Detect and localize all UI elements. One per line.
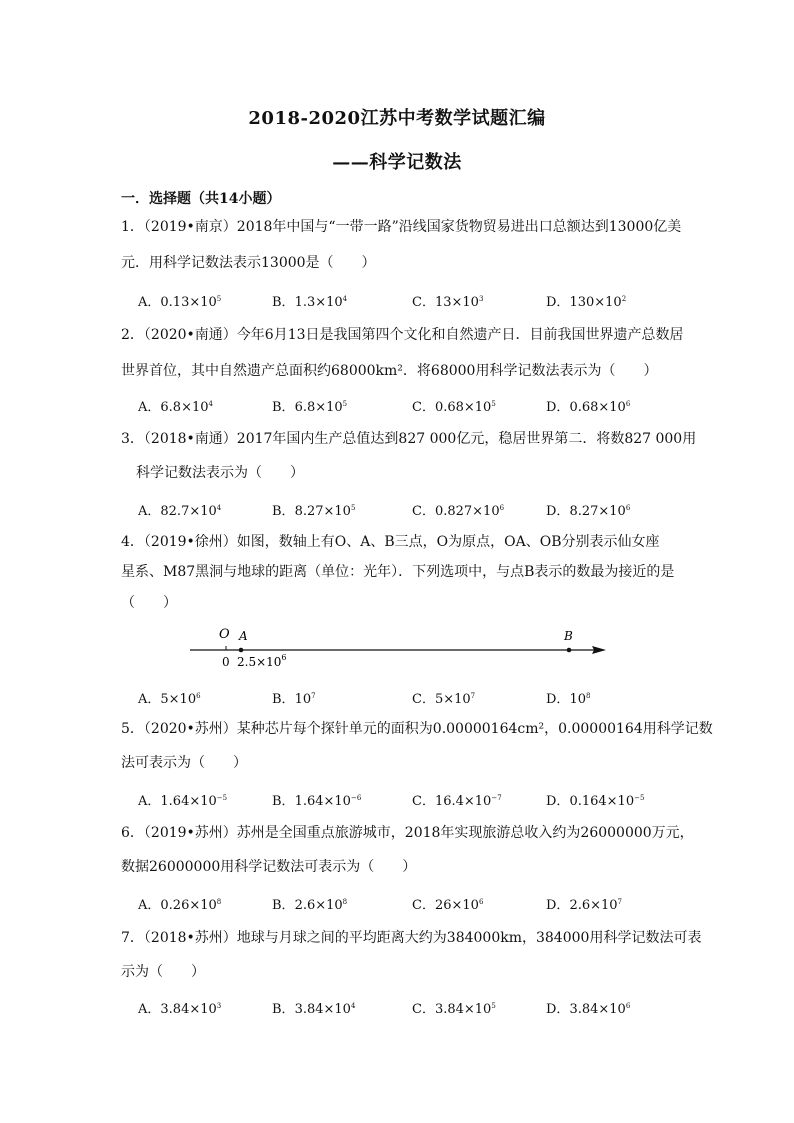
option-letter: A． — [138, 692, 161, 707]
option-value: 2.6×10 — [569, 898, 618, 913]
question-3-option-c — [412, 500, 504, 519]
option-exponent: −5 — [216, 794, 228, 802]
question-4-option-a — [138, 688, 201, 707]
question-1-option-d — [546, 291, 626, 310]
point-a-value-exponent: 6 — [281, 653, 287, 662]
question-7-option-c — [412, 998, 496, 1017]
question-6-option-a — [138, 894, 221, 913]
question-4-option-c — [412, 688, 475, 707]
option-letter: B． — [272, 898, 295, 913]
question-2-options — [138, 396, 698, 414]
option-value: 10 — [569, 692, 586, 707]
question-7-line-1: 7．（2018•苏州）地球与月球之间的平均距离大约为384000km，384000用科学记数法可表 — [121, 930, 702, 946]
option-exponent: 5 — [491, 400, 496, 408]
option-value: 5×10 — [434, 692, 471, 707]
option-letter: B． — [272, 295, 295, 310]
option-value: 1.64×10 — [294, 794, 351, 809]
question-5-option-d — [546, 790, 644, 809]
option-letter: C． — [412, 504, 435, 519]
question-6-option-d — [546, 894, 622, 913]
option-letter: C． — [412, 794, 435, 809]
section-heading: 一．选择题（共14小题） — [121, 191, 281, 207]
question-4-option-b — [272, 688, 316, 707]
point-b-dot — [567, 648, 572, 653]
question-7-option-a — [138, 998, 221, 1017]
question-6-line-1: 6．（2019•苏州）苏州是全国重点旅游城市，2018年实现旅游总收入约为26000000万元， — [121, 825, 694, 841]
question-6-line-2: 数据26000000用科学记数法可表示为（ ） — [121, 859, 417, 875]
question-7-options — [138, 998, 698, 1016]
option-letter: A． — [138, 295, 161, 310]
option-value: 0.827×10 — [434, 504, 500, 519]
option-value: 0.26×10 — [160, 898, 217, 913]
question-3-line-2: 科学记数法表示为（ ） — [136, 465, 304, 481]
question-4-options — [138, 688, 698, 706]
option-exponent: 3 — [216, 1002, 222, 1010]
option-exponent: 4 — [342, 295, 348, 303]
question-5-option-c — [412, 790, 502, 809]
option-value: 1.3×10 — [294, 295, 343, 310]
option-exponent: 5 — [342, 400, 348, 408]
point-a-label: A — [239, 629, 248, 643]
option-exponent: 7 — [311, 692, 316, 700]
option-letter: D． — [546, 1002, 570, 1017]
question-3-line-1: 3．（2018•南通）2017年国内生产总值达到827 000亿元，稳居世界第二．将数827 000用 — [121, 431, 697, 447]
question-5-option-a — [138, 790, 227, 809]
option-exponent: 8 — [342, 898, 348, 906]
option-exponent: 5 — [491, 1002, 496, 1010]
option-value: 13×10 — [434, 295, 479, 310]
number-line-arrow — [592, 646, 606, 654]
option-letter: B． — [272, 692, 295, 707]
point-a-dot — [239, 648, 244, 653]
question-7-option-b — [272, 998, 355, 1017]
question-2-option-d — [546, 396, 630, 415]
number-line-figure — [186, 622, 616, 672]
option-letter: D． — [546, 295, 570, 310]
option-letter: D． — [546, 794, 570, 809]
option-exponent: 4 — [350, 1002, 356, 1010]
option-value: 0.68×10 — [434, 400, 492, 415]
option-exponent: 6 — [625, 504, 631, 512]
option-exponent: 8 — [216, 898, 222, 906]
option-exponent: 7 — [470, 692, 476, 700]
option-exponent: −5 — [634, 794, 645, 802]
question-1-options — [138, 291, 698, 309]
option-value: 6.8×10 — [294, 400, 343, 415]
question-5-option-b — [272, 790, 361, 809]
option-letter: A． — [138, 1002, 161, 1017]
option-value: 5×10 — [160, 692, 197, 707]
option-value: 82.7×10 — [160, 504, 217, 519]
question-5-options — [138, 790, 698, 808]
option-letter: C． — [412, 295, 435, 310]
option-exponent: 8 — [585, 692, 591, 700]
option-value: 10 — [294, 692, 312, 707]
option-letter: A． — [138, 504, 161, 519]
option-letter: D． — [546, 692, 570, 707]
option-letter: B． — [272, 504, 295, 519]
option-letter: D． — [546, 504, 570, 519]
option-letter: B． — [272, 1002, 295, 1017]
question-6-options — [138, 894, 698, 912]
option-exponent: 6 — [625, 400, 631, 408]
question-5-line-1: 5．（2020•苏州）某种芯片每个探针单元的面积为0.00000164cm²，0.00000164用科学记数 — [121, 721, 713, 737]
option-letter: D． — [546, 898, 570, 913]
option-exponent: 4 — [216, 504, 222, 512]
question-3-options — [138, 500, 698, 518]
question-1-option-c — [412, 291, 483, 310]
option-value: 8.27×10 — [294, 504, 351, 519]
page-title: 2018-2020江苏中考数学试题汇编 — [248, 108, 546, 129]
question-3-option-a — [138, 500, 221, 519]
option-letter: C． — [412, 400, 435, 415]
option-letter: A． — [138, 400, 161, 415]
question-6-option-b — [272, 894, 347, 913]
option-exponent: 5 — [216, 295, 222, 303]
option-value: 3.84×10 — [160, 1002, 217, 1017]
question-7-line-2: 示为（ ） — [121, 964, 205, 980]
question-3-option-b — [272, 500, 355, 519]
option-letter: B． — [272, 400, 295, 415]
option-letter: C． — [412, 1002, 435, 1017]
zero-label: 0 — [222, 655, 230, 669]
option-value: 8.27×10 — [569, 504, 626, 519]
option-value: 0.68×10 — [569, 400, 626, 415]
point-a-value-base: 2.5×10 — [237, 655, 282, 669]
option-value: 3.84×10 — [434, 1002, 492, 1017]
option-value: 3.84×10 — [569, 1002, 626, 1017]
point-b-label: B — [564, 629, 573, 643]
question-7-option-d — [546, 998, 630, 1017]
option-letter: C． — [412, 898, 435, 913]
question-1-option-b — [272, 291, 347, 310]
option-letter: A． — [138, 898, 161, 913]
question-2-option-c — [412, 396, 496, 415]
option-value: 130×10 — [569, 295, 622, 310]
question-5-line-2: 法可表示为（ ） — [121, 755, 247, 771]
question-4-line-1: 4．（2019•徐州）如图，数轴上有O、A、B三点，O为原点，OA、OB分别表示仙女座 — [121, 534, 660, 550]
question-1-line-1: 1．（2019•南京）2018年中国与“一带一路”沿线国家货物贸易进出口总额达到13000亿美 — [121, 219, 682, 235]
option-exponent: 6 — [499, 504, 505, 512]
option-letter: D． — [546, 400, 570, 415]
option-value: 0.164×10 — [569, 794, 635, 809]
option-exponent: 6 — [478, 898, 484, 906]
page-subtitle: ——科学记数法 — [332, 152, 462, 173]
option-exponent: 2 — [621, 295, 627, 303]
option-value: 0.13×10 — [160, 295, 217, 310]
question-2-line-1: 2．（2020•南通）今年6月13日是我国第四个文化和自然遗产日．目前我国世界遗产总数居 — [121, 327, 684, 343]
question-4-option-d — [546, 688, 590, 707]
option-exponent: 6 — [625, 1002, 631, 1010]
question-1-option-a — [138, 291, 221, 310]
question-4-line-3: （ ） — [121, 595, 177, 611]
option-exponent: −7 — [491, 794, 502, 802]
option-exponent: 6 — [196, 692, 201, 700]
option-letter: C． — [412, 692, 435, 707]
question-2-option-b — [272, 396, 347, 415]
option-exponent: 4 — [208, 400, 213, 408]
question-3-option-d — [546, 500, 630, 519]
option-letter: B． — [272, 794, 295, 809]
option-value: 16.4×10 — [434, 794, 492, 809]
question-2-line-2: 世界首位，其中自然遗产总面积约68000km²．将68000用科学记数法表示为（ ） — [121, 363, 658, 379]
point-a-value — [237, 653, 287, 669]
option-value: 26×10 — [434, 898, 479, 913]
option-exponent: 5 — [350, 504, 356, 512]
option-exponent: 3 — [478, 295, 484, 303]
question-6-option-c — [412, 894, 483, 913]
option-value: 2.6×10 — [294, 898, 343, 913]
option-value: 1.64×10 — [160, 794, 217, 809]
option-exponent: −6 — [350, 794, 362, 802]
option-exponent: 7 — [617, 898, 623, 906]
option-letter: A． — [138, 794, 161, 809]
question-2-option-a — [138, 396, 213, 415]
option-value: 6.8×10 — [160, 400, 209, 415]
option-value: 3.84×10 — [294, 1002, 351, 1017]
question-1-line-2: 元．用科学记数法表示13000是（ ） — [121, 255, 376, 271]
question-4-line-2: 星系、M87黑洞与地球的距离（单位：光年）．下列选项中，与点B表示的数最为接近的是 — [121, 564, 675, 580]
point-o-label: O — [219, 627, 230, 642]
